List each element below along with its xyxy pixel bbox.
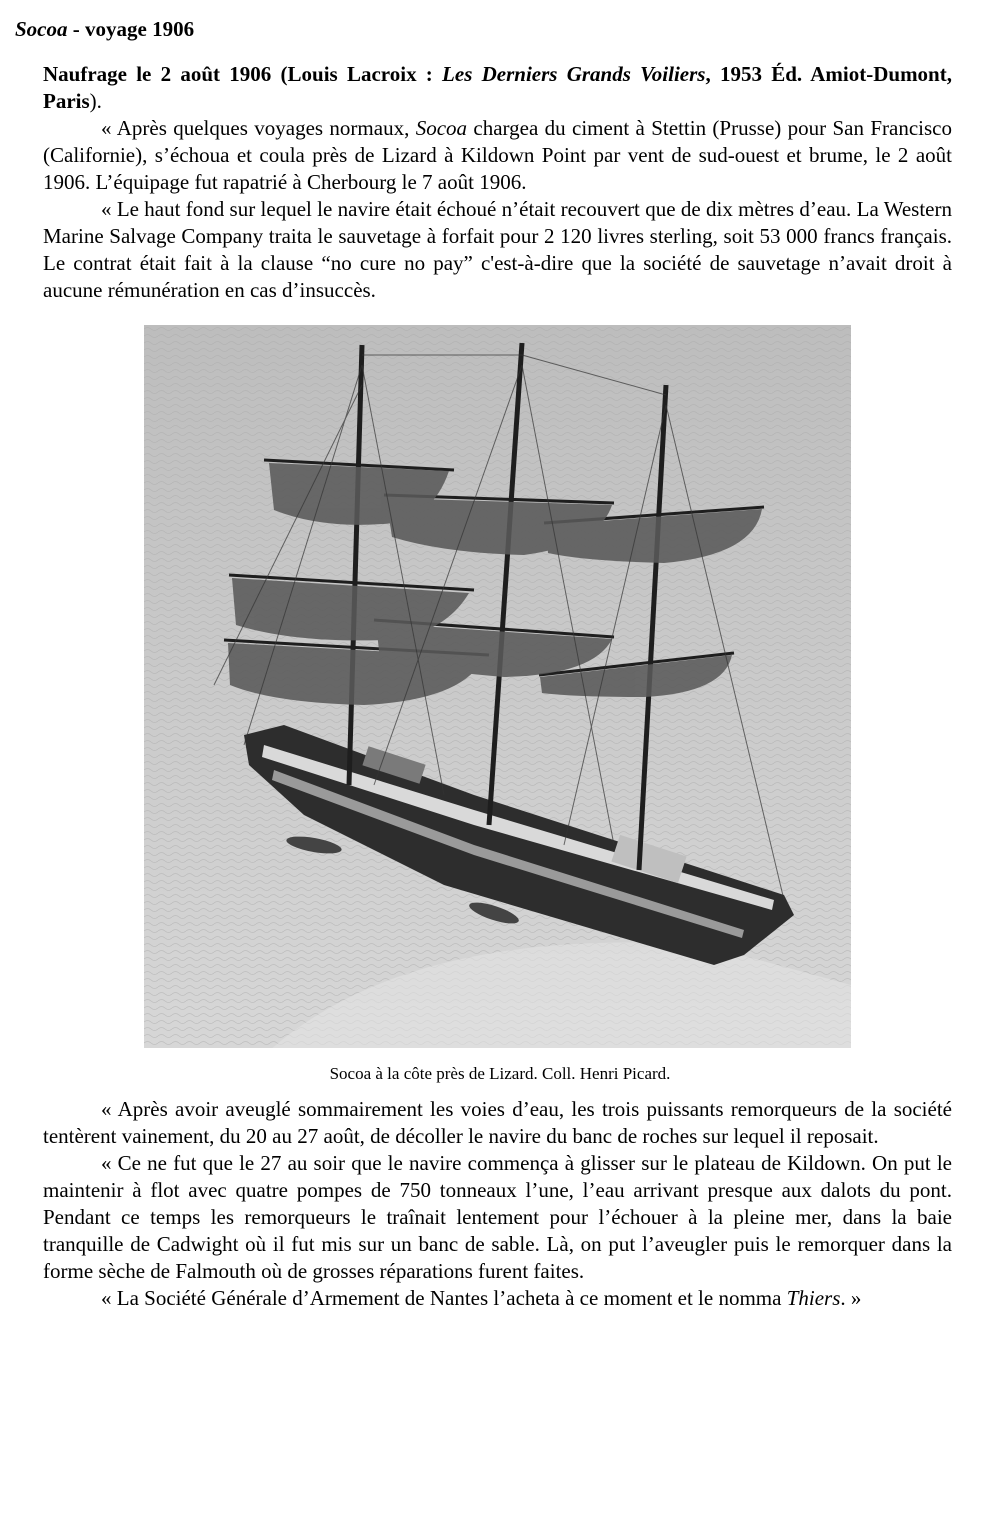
para5-text-a: « La Société Générale d’Armement de Nantes l’acheta à ce moment et le nomma	[101, 1286, 787, 1310]
ship-photograph	[144, 325, 851, 1048]
intro-end: ).	[89, 89, 102, 113]
ship-photo-image	[144, 325, 851, 1048]
paragraph-3: « Après avoir aveuglé sommairement les voies d’eau, les trois puissants remorqueurs de la société tentèrent vainement, du 20 au 27 août, de décoller le navire du banc de roches sur lequel il reposait.	[43, 1097, 952, 1148]
paragraph-1	[43, 115, 952, 196]
article-bottom	[43, 1096, 952, 1312]
para1-text-a: « Après quelques voyages normaux,	[101, 116, 416, 140]
intro-book-title: Les Derniers Grands Voiliers	[442, 62, 706, 86]
article-top	[43, 61, 952, 304]
intro-paragraph	[43, 61, 952, 115]
paragraph-2: « Le haut fond sur lequel le navire était échoué n’était recouvert que de dix mètres d’eau. La Western Marine Salvage Company traita le sauvetage à forfait pour 2 120 livres sterling, soit 53 000 francs français. Le contrat était fait à la clause “no cure no pay” c'est-à-dire que la société de sauvetage n’avait droit à aucune rémunération en cas d’insuccès.	[43, 197, 952, 302]
para5-ship-name: Thiers	[786, 1286, 841, 1310]
heading-ship-name: Socoa	[15, 17, 68, 41]
para5-text-b: . »	[840, 1286, 862, 1310]
paragraph-4: « Ce ne fut que le 27 au soir que le navire commença à glisser sur le plateau de Kildown. On put le maintenir à flot avec quatre pompes de 750 tonneaux l’une, l’eau arrivant presque aux dalots du pont. Pendant ce temps les remorqueurs le traînait lentement pour l’échouer à la pleine mer, dans la baie tranquille de Cadwight où il fut mis sur un banc de sable. Là, on put l’aveugler puis le remorquer dans la forme sèche de Falmouth où de grosses réparations furent faites.	[43, 1151, 952, 1283]
intro-text-2: , 1953 Éd. Amiot-Dumont, Paris	[43, 62, 952, 113]
page-heading	[15, 14, 194, 44]
heading-voyage: - voyage 1906	[67, 17, 195, 41]
photo-caption: Socoa à la côte près de Lizard. Coll. Henri Picard.	[329, 1064, 671, 1083]
intro-text-1: Naufrage le 2 août 1906 (Louis Lacroix :	[43, 62, 443, 86]
para1-ship-name: Socoa	[415, 116, 468, 140]
intro-title	[43, 62, 952, 113]
paragraph-5	[43, 1285, 952, 1312]
para1-text-b: chargea du ciment à Stettin (Prusse) pour San Francisco (Californie), s’échoua et coula près de Lizard à Kildown Point par vent de sud-ouest et brume, le 2 août 1906. L’équipage fut rapatrié à Cherbourg le 7 août 1906.	[43, 116, 952, 194]
